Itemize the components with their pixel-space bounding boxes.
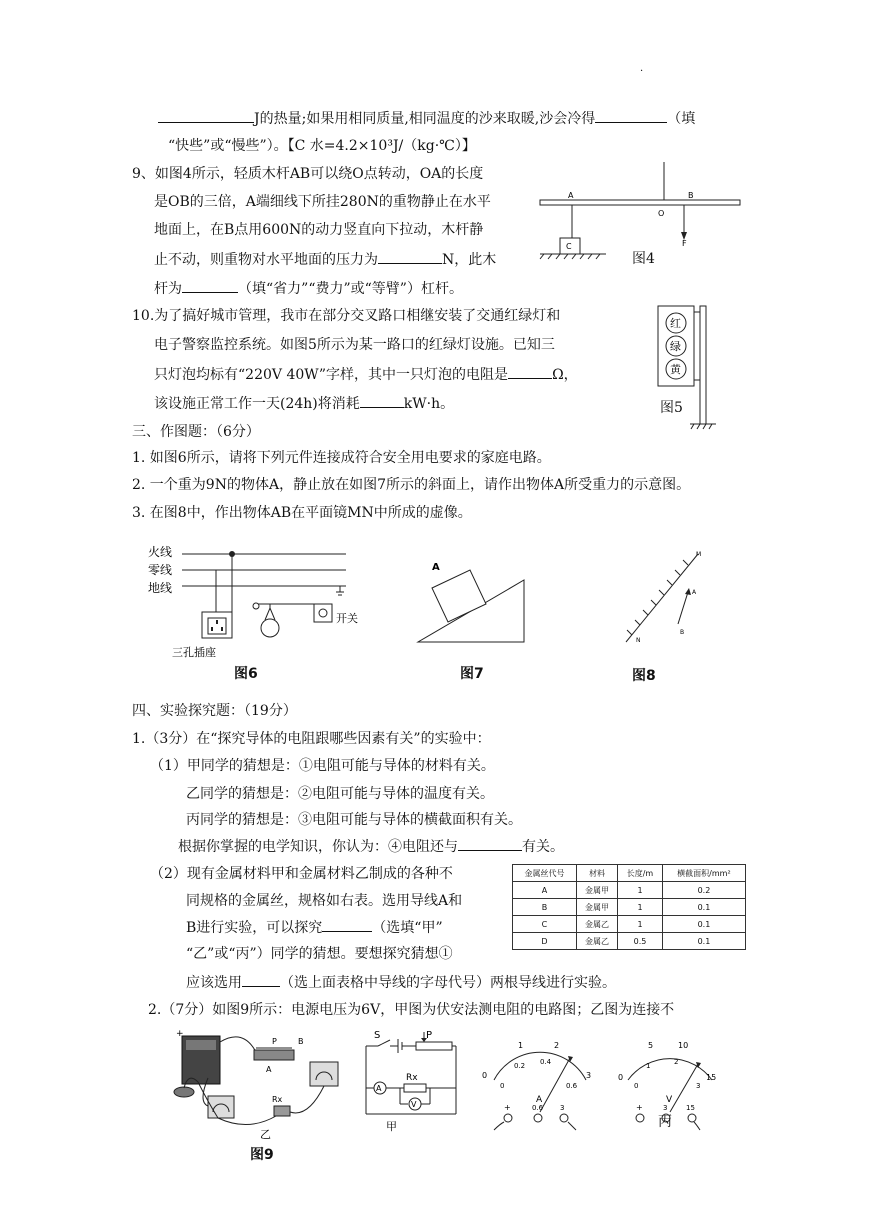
label-B: B [680,629,685,636]
label-O: O [658,209,665,218]
text: N，此木 [442,252,497,268]
ammeter-unit: A [536,1095,543,1105]
figure-7-incline [414,556,526,648]
voltmeter-scale: 5 [648,1041,654,1050]
table-cell: 金属乙 [576,933,617,950]
figure-4-label: 图4 [632,251,655,267]
voltmeter-scale: 1 [646,1062,651,1070]
table-cell: 0.1 [662,933,745,950]
table-row [513,916,746,933]
sec4-q2: 2.（7分）如图9所示：电源电压为6V，甲图为伏安法测电阻的电路图；乙图为连接不 [148,1002,675,1018]
section-4-title: 四、实验探究题：（19分） [132,703,297,719]
text: B进行实验，可以探究 [186,920,323,936]
table-header-row [513,865,746,882]
q9-line-2: 是OB的三倍，A端细线下所挂280N的重物静止在水平 [154,194,491,210]
sec4-p1: （1）甲同学的猜想是：①电阻可能与导体的材料有关。 [150,758,495,774]
table-cell: 0.5 [618,933,663,950]
ammeter-terminal: 0.6 [532,1104,544,1112]
q10-line-1: 10.为了搞好城市管理，我市在部分交叉路口相继安装了交通红绿灯和 [132,308,561,324]
table-cell: 1 [618,899,663,916]
answer-blank[interactable] [508,364,552,379]
plus-sign: + [176,1029,184,1039]
table-header: 横截面积/mm² [662,865,745,882]
table-row [513,882,746,899]
ammeter-A: A [376,1084,382,1093]
answer-blank[interactable] [158,108,254,123]
label-A: A [568,191,574,200]
label-B: B [298,1037,304,1046]
ammeter-scale: 2 [554,1041,560,1050]
table-cell: 0.1 [662,916,745,933]
voltmeter-V: V [411,1100,417,1109]
jia-label: 甲 [386,1120,397,1133]
q9-line-4 [154,249,496,270]
sec4-q1: 1.（3分）在“探究导体的电阻跟哪些因素有关”的实验中： [132,731,491,747]
figure-7-caption: 图7 [460,666,484,682]
figure-9-yi-apparatus [168,1022,344,1142]
live-wire-label: 火线 [148,545,173,559]
sec4-p3: 丙同学的猜想是：③电阻可能与导体的横截面积有关。 [186,812,522,828]
table-cell: B [513,899,577,916]
answer-blank[interactable] [458,836,522,851]
answer-blank[interactable] [242,972,280,987]
text: （填 [667,111,696,127]
figure-6-household-circuit [146,538,366,664]
light-yellow: 黄 [670,363,681,376]
text: （填“省力”“费力”或“等臂”）杠杆。 [238,281,463,297]
ammeter-scale: 1 [518,1041,524,1050]
table-header: 长度/m [618,865,663,882]
answer-blank[interactable] [595,108,667,123]
socket-label: 三孔插座 [172,646,216,659]
ground-wire-label: 地线 [148,581,173,595]
table-header: 材料 [576,865,617,882]
label-P: P [426,1030,433,1041]
sec4-p5: （2）现有金属材料甲和金属材料乙制成的各种不 [150,866,453,882]
figure-9-jia-circuit [360,1030,460,1134]
ammeter-scale: 0 [482,1071,488,1080]
label-A: A [266,1065,272,1074]
sec3-q2: 2. 一个重为9N的物体A，静止放在如图7所示的斜面上，请作出物体A所受重力的示意图。 [132,477,691,493]
text: 有关。 [522,839,564,855]
text: J的热量;如果用相同质量,相同温度的沙来取暖,沙会冷得 [254,111,596,127]
label-Rx: Rx [272,1095,283,1104]
sec4-p9 [186,972,616,993]
minus-terminal: + [504,1103,511,1112]
sec4-p2: 乙同学的猜想是：②电阻可能与导体的温度有关。 [186,786,494,802]
light-red: 红 [670,317,681,330]
table-cell: 1 [618,882,663,899]
table-cell: D [513,933,577,950]
voltmeter-scale: 0 [618,1073,624,1082]
table-cell: A [513,882,577,899]
table-header: 金属丝代号 [513,865,577,882]
figure-9-caption: 图9 [250,1147,274,1163]
q9-line-5 [154,278,463,299]
table-cell: 金属甲 [576,899,617,916]
table-cell: C [513,916,577,933]
switch-label: 开关 [336,612,358,625]
label-S: S [374,1030,381,1041]
sec3-q3: 3. 在图8中，作出物体AB在平面镜MN中所成的虚像。 [132,505,472,521]
label-F: F [682,239,687,248]
sec4-p8: “乙”或“丙”）同学的猜想。要想探究猜想① [186,946,453,962]
table-row [513,899,746,916]
table-cell: 1 [618,916,663,933]
neutral-wire-label: 零线 [148,563,173,577]
figure-8-caption: 图8 [632,668,656,684]
wire-spec-table [512,864,746,950]
text: （选填“甲” [372,920,443,936]
voltmeter-scale: 0 [634,1082,639,1090]
label-B: B [688,191,694,200]
table-cell: 0.2 [662,882,745,899]
text: 该设施正常工作一天(24h)将消耗 [154,396,360,412]
ammeter-scale: 0 [500,1082,505,1090]
label-C: C [566,242,572,251]
voltmeter-scale: 2 [674,1058,679,1066]
text: Ω， [552,367,578,383]
minus-terminal: + [636,1103,643,1112]
figure-9-bing-meters [480,1038,720,1134]
text: 应该选用 [186,975,242,991]
figure-8-mirror [618,548,708,648]
table-cell: 金属乙 [576,916,617,933]
voltmeter-scale: 15 [706,1073,717,1082]
table-cell: 0.1 [662,899,745,916]
sec3-q1: 1. 如图6所示，请将下列元件连接成符合安全用电要求的家庭电路。 [132,450,551,466]
voltmeter-scale: 3 [696,1082,701,1090]
q10-line-4 [154,393,454,414]
ammeter-scale: 0.4 [540,1058,552,1066]
page-mark: · [640,66,644,77]
section-3-title: 三、作图题：（6分） [132,424,260,440]
text: 止不动，则重物对水平地面的压力为 [154,252,378,268]
q10-line-3 [154,364,578,385]
label-N: N [636,637,641,644]
figure-6-caption: 图6 [234,666,258,682]
label-Rx: Rx [406,1073,418,1083]
bing-label: 丙 [658,1114,672,1130]
top-line-2: “快些”或“慢些”）。【C 水=4.2×10³J/（kg·℃）】 [168,138,476,154]
table-cell: 金属甲 [576,882,617,899]
voltmeter-scale: 10 [678,1041,689,1050]
ammeter-scale: 0.2 [514,1062,526,1070]
q9-line-3: 地面上，在B点用600N的动力竖直向下拉动，木杆静 [154,222,484,238]
text: （选上面表格中导线的字母代号）两根导线进行实验。 [280,975,616,991]
text: kW·h。 [403,396,455,412]
sec4-p6: 同规格的金属丝，规格如右表。选用导线A和 [186,893,463,909]
text: 杆为 [154,281,182,297]
voltmeter-unit: V [666,1095,673,1105]
ammeter-terminal: 3 [560,1104,565,1112]
q10-line-2: 电子警察监控系统。如图5所示为某一路口的红绿灯设施。已知三 [154,337,555,353]
top-line-1 [158,108,695,129]
answer-blank[interactable] [378,249,442,264]
block-A-label: A [432,562,440,573]
label-A: A [692,589,697,596]
label-M: M [696,551,702,558]
text: 只灯泡均标有“220V 40W”字样，其中一只灯泡的电阻是 [154,367,509,383]
answer-blank[interactable] [182,278,238,293]
voltmeter-terminal: 3 [663,1104,668,1112]
figure-5-label: 图5 [660,400,683,416]
label-P: P [272,1037,277,1046]
table-row [513,933,746,950]
voltmeter-terminal: 15 [686,1104,695,1112]
sec4-p4 [178,836,564,857]
ammeter-scale: 3 [586,1071,592,1080]
answer-blank[interactable] [322,917,372,932]
answer-blank[interactable] [360,393,404,408]
yi-label: 乙 [260,1128,271,1141]
light-green: 绿 [670,340,681,353]
ammeter-scale: 0.6 [566,1082,578,1090]
sec4-p7 [186,917,443,938]
q9-line-1: 9、如图4所示，轻质木杆AB可以绕O点转动，OA的长度 [132,166,484,182]
text: 根据你掌握的电学知识，你认为：④电阻还与 [178,839,458,855]
